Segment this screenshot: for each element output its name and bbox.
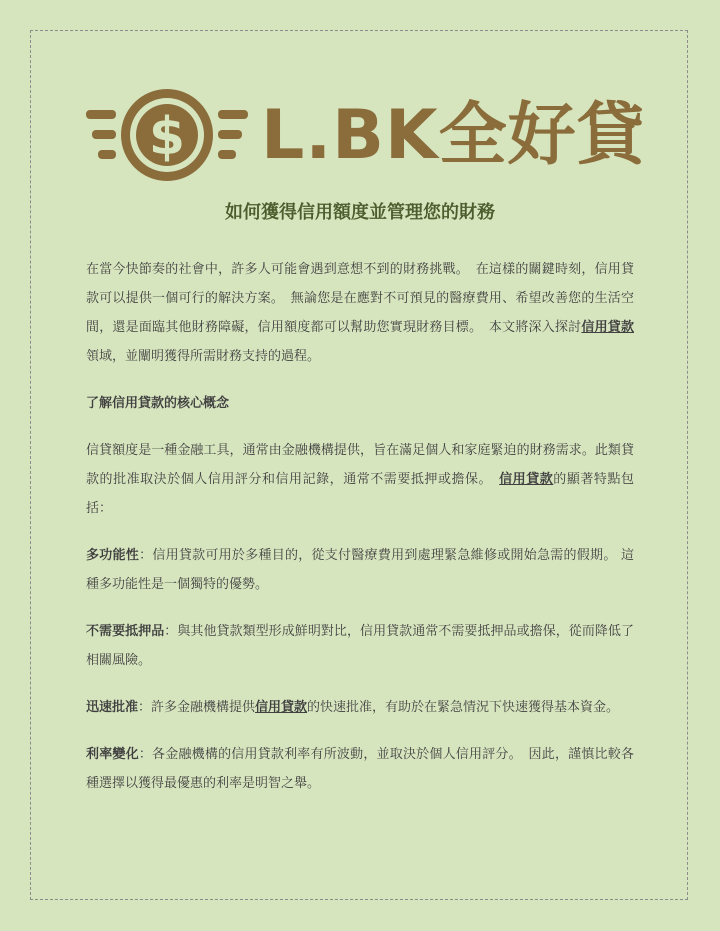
feature-text: 的快速批准，有助於在緊急情況下快速獲得基本資金。 [307,700,620,715]
feature-fast-approval [86,693,634,722]
feature-interest-rate [86,740,634,798]
feature-text: ：信用貸款可用於多種目的，從支付醫療費用到處理緊急維修或開始急需的假期。 這種多功能性是一個獨特的優勢。 [86,548,634,592]
feature-label: 利率變化 [86,747,139,762]
feature-text: ：與其他貸款類型形成鮮明對比，信用貸款通常不需要抵押品或擔保，從而降低了相關風險。 [86,624,634,668]
intro-paragraph [86,255,634,371]
feature-text-before: ：許多金融機構提供 [138,700,256,715]
feature-label: 不需要抵押品 [86,624,165,639]
intro-text-1: 在當今快節奏的社會中，許多人可能會遇到意想不到的財務挑戰。 在這樣的關鍵時刻，信用貸款可以提供一個可行的解決方案。 無論您是在應對不可預見的醫療費用、希望改善您的生活空間，還是面臨其他財務障礙，信用額度都可以幫助您實現財務目標。 本文將深入探討 [86,262,634,335]
credit-loan-link[interactable]: 信用貸款 [499,472,554,487]
feature-versatility [86,541,634,599]
dollar-coin-icon [86,86,256,186]
svg-text:$: $ [148,107,186,167]
feature-no-collateral [86,617,634,675]
section-heading: 了解信用貸款的核心概念 [86,396,230,411]
article-body [86,255,634,816]
feature-label: 迅速批准 [86,700,139,715]
credit-loan-link[interactable]: 信用貸款 [581,320,634,335]
brand-name: L.BK全好貸 [261,96,646,175]
feature-text: ：各金融機構的信用貸款利率有所波動，並取決於個人信用評分。 因此，謹慎比較各種選擇以獲得最優惠的利率是明智之舉。 [86,747,634,791]
page-title: 如何獲得信用額度並管理您的財務 [225,202,495,223]
feature-label: 多功能性 [86,548,140,563]
definition-paragraph [86,436,634,523]
brand-logo [86,86,646,186]
credit-loan-link[interactable]: 信用貸款 [255,700,308,715]
definition-text-1: 信貸額度是一種金融工具，通常由金融機構提供，旨在滿足個人和家庭緊迫的財務需求。此類貸款的批准取決於個人信用評分和信用記錄，通常不需要抵押或擔保。 [86,443,634,487]
definition-text-2: 的顯著特點包括： [86,472,634,516]
intro-text-2: 領域，並闡明獲得所需財務支持的過程。 [86,349,321,364]
